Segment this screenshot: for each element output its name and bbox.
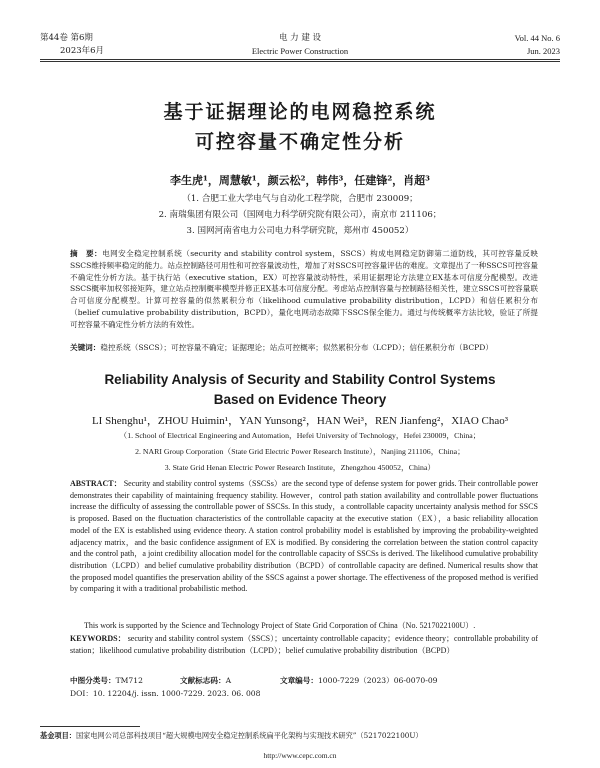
keywords-cn-label: 关键词： (70, 343, 101, 352)
affiliation-en-3: 3. State Grid Henan Electric Power Research Institute，Zhengzhou 450052，China） (164, 463, 436, 472)
funding-footnote (40, 731, 423, 741)
affiliation-cn-3: 3. 国网河南省电力公司电力科学研究院，郑州市 450052） (186, 226, 414, 236)
authors-cn: 李生虎¹，周慧敏¹，颜云松²，韩伟³，任建锋²，肖超³ (170, 174, 430, 187)
keywords-cn-text: 稳控系统（SSCS）；可控容量不确定；证据理论；站点可控概率；似然累积分布（LCPD）；信任累积分布（BCPD） (100, 343, 493, 352)
doc-value: A (225, 676, 232, 685)
support-statement: This work is supported by the Science and Technology Project of State Grid Corporation of China（No. 5217022100U）. (84, 621, 476, 630)
funding-label: 基金项目： (40, 731, 76, 740)
article-number (280, 675, 437, 686)
journal-name-en: Electric Power Construction (251, 46, 349, 56)
keywords-cn (70, 342, 538, 354)
article-label: 文章编号： (280, 676, 318, 685)
header-rule-bottom (40, 61, 560, 62)
keywords-en-label: KEYWORDS： (70, 634, 126, 643)
funding-text: 国家电网公司总部科技项目“超大规模电网安全稳定控制系统扁平化架构与实现技术研究”（5217022100U） (75, 731, 423, 740)
journal-name-cn: 电 力 建 设 (278, 33, 322, 43)
affiliation-en-2: 2. NARI Group Corporation（State Grid Electric Power Research Institute），Nanjing 211106，China； (135, 447, 465, 456)
affiliation-cn-1: （1. 合肥工业大学电气与自动化工程学院，合肥市 230009； (182, 194, 418, 204)
affiliation-cn-2: 2. 南瑞集团有限公司（国网电力科学研究院有限公司），南京市 211106； (158, 210, 442, 220)
doi-label: DOI： (70, 689, 93, 698)
doc-label: 文献标志码： (180, 676, 226, 685)
authors-en: LI Shenghu¹，ZHOU Huimin¹，YAN Yunsong²，HAN Wei³，REN Jianfeng²，XIAO Chao³ (91, 415, 509, 427)
journal-issue-cn: 第44卷 第6期 (40, 33, 93, 43)
title-en-line1: Reliability Analysis of Security and Stability Control Systems (104, 372, 496, 387)
abstract-cn-text: 电网安全稳定控制系统（security and stability control system，SSCS）构成电网稳定防御第二道防线，其可控容量反映SSCS维持频率稳定的能力。站点控制路径可用性和可控容量波动性，增加了对SSCS可控容量评估的难度。文章提出了一种SSCS可控容量不确定性分析方法。基于执行站（executive station，EX）可控容量波动特性，采用证据理论方法建立EX基本可信度分配模型。改进SSCS概率加权邻接矩阵，建立站点控制概率模型并修正EX基本可信度分配。考虑站点控制容量与控制路径相关性，建立SSCS可控容量联合可信度分配模型。计算可控容量的似然累积分布（likelihood cumulative probability distribution，LCPD）和信任累积分布（belief cumulative probability distribution，BCPD），量化电网动态故障下SSCS保全能力。通过与传统概率方法比较，验证了所提可控容量不确定性分析方法的有效性。 (70, 249, 538, 329)
abstract-en-text: Security and stability control systems（SSCSs）are the second type of defense system for power grids. Their controllable power demonstrates their capability of maintaining frequency stability. However，control path station availability and controllable power fluctuations increase the difficulty of assessing the controllable power of SSCSs. In this study，a controllable capacity uncertainty analysis method for SSCS is proposed. Based on the fluctuation characteristics of the controllable capacity at the executive station（EX），a basic reliability allocation model of the EX is established using evidence theory. A station control probability model is established by improving the probability-weighted adjacency matrix，and the basic confidence assignment of EX is modified. By considering the correlation between the station control capacity and the control path，a joint credibility allocation model for the controllable capacity of SSCSs is derived. The likelihood cumulative probability distribution（LCPD）and belief cumulative probability distribution（BCPD）of controllable capacity are defined. Numerical results show that the proposed model quantifies the preservation ability of the SSCS against a power shortage. The effectiveness of the proposed method is verified by comparing it with a traditional probabilistic method. (70, 479, 538, 594)
clc-number (70, 675, 143, 686)
clc-label: 中图分类号： (70, 676, 116, 685)
abstract-en (70, 478, 538, 619)
date-cn: 2023年6月 (60, 46, 105, 56)
volume-en: Vol. 44 No. 6 (514, 33, 560, 43)
doi (70, 688, 260, 699)
title-cn-line1: 基于证据理论的电网稳控系统 (163, 101, 437, 123)
abstract-cn (70, 248, 538, 340)
title-cn-line2: 可控容量不确定性分析 (194, 131, 405, 153)
affiliation-en-1: （1. School of Electrical Engineering and Automation，Hefei University of Technology，Hefei 230009，China； (119, 431, 481, 440)
title-en-line2: Based on Evidence Theory (213, 392, 387, 407)
abstract-cn-label: 摘 要： (70, 249, 103, 258)
keywords-en (70, 633, 538, 669)
header-rule-top (40, 59, 560, 60)
footnote-rule (40, 726, 140, 727)
article-value: 1000-7229（2023）06-0070-09 (317, 676, 438, 685)
keywords-en-text: security and stability control system（SSCS）；uncertainty controllable capacity；evidence theory；controllable probability of station；likelihood cumulative probability distribution（LCPD）；belief cumulative probability distribution（BCPD） (70, 634, 538, 655)
document-code (180, 675, 231, 686)
abstract-en-label: ABSTRACT： (70, 479, 122, 488)
clc-value: TM712 (115, 676, 143, 685)
date-en: Jun. 2023 (526, 46, 560, 56)
footer-url[interactable]: http://www.cepc.com.cn (263, 751, 337, 760)
doi-value: 10. 12204/j. issn. 1000-7229. 2023. 06. 008 (92, 689, 261, 698)
